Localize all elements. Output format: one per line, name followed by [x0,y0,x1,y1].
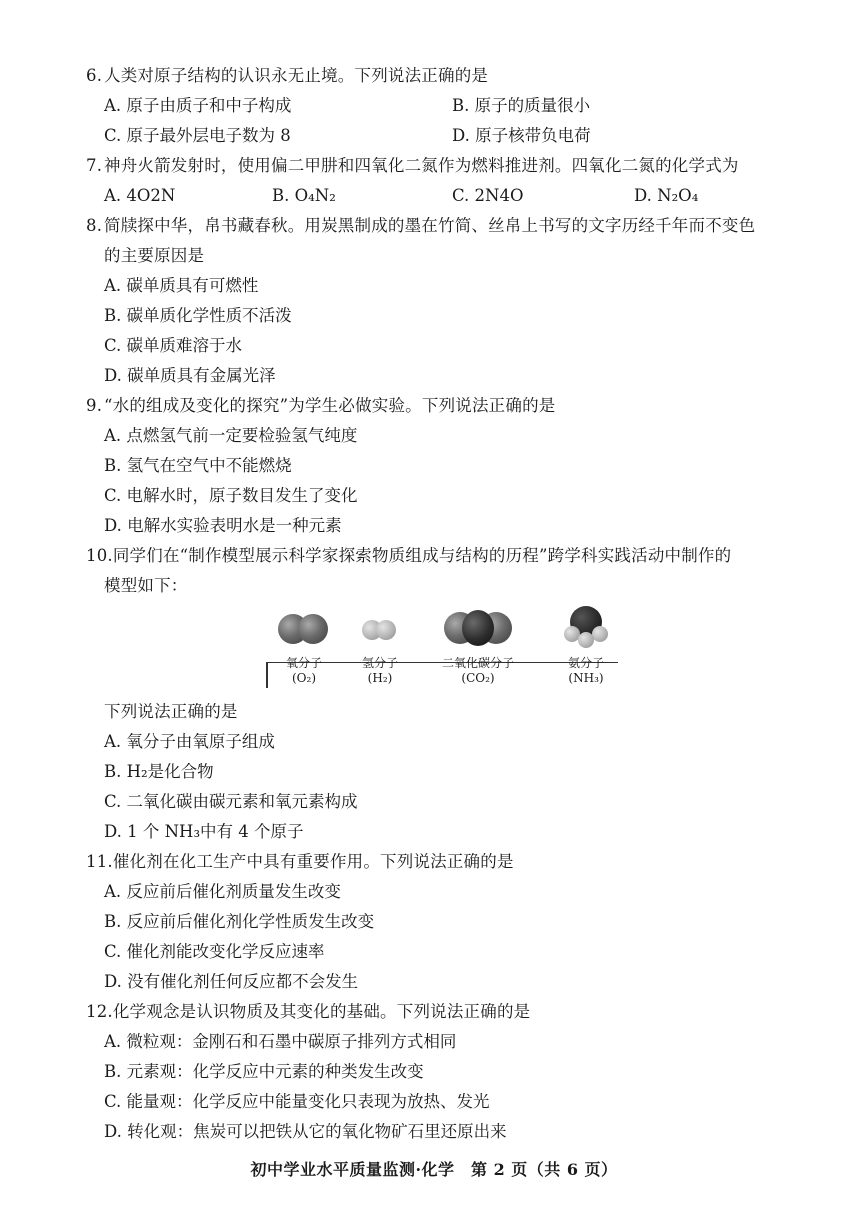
question-text: 同学们在“制作模型展示科学家探索物质组成与结构的历程”跨学科实践活动中制作的 [112,546,732,565]
question-11-option-b: B. 反应前后催化剂化学性质发生改变 [104,912,375,931]
question-8-stem-continued: 的主要原因是 [104,246,205,265]
question-text: 简牍探中华，帛书藏春秋。用炭黑制成的墨在竹简、丝帛上书写的文字历经千年而不变色 [104,216,756,235]
question-10-stem-continued: 模型如下： [104,576,188,595]
question-10-option-d: D. 1 个 NH₃中有 4 个原子 [104,822,304,841]
molecule-label-o2 [276,656,332,686]
molecule-label-h2 [352,656,408,686]
question-8-option-c: C. 碳单质难溶于水 [104,336,243,355]
molecule-label-co2 [434,656,522,686]
molecule-formula: (O₂) [291,671,316,685]
molecule-label-nh3 [558,656,614,686]
question-8-stem [86,214,755,238]
hydrogen-atom [578,632,594,648]
question-9-option-d: D. 电解水实验表明水是一种元素 [104,516,342,535]
question-6-stem [86,64,488,88]
question-number: 10. [86,546,113,565]
question-7-option-b: B. O₄N₂ [272,186,336,205]
question-6-option-d: D. 原子核带负电荷 [452,126,591,145]
molecule-name: 二氧化碳分子 [441,656,514,670]
question-9-stem [86,394,555,418]
question-10-option-a: A. 氧分子由氧原子组成 [104,732,275,751]
question-6-option-c: C. 原子最外层电子数为 8 [104,126,291,145]
question-9-option-c: C. 电解水时，原子数目发生了变化 [104,486,358,505]
page-footer: 初中学业水平质量监测·化学 第 2 页（共 6 页） [250,1160,618,1179]
question-12-stem [86,1000,530,1024]
hydrogen-atom [592,626,608,642]
question-11-option-d: D. 没有催化剂任何反应都不会发生 [104,972,359,991]
molecule-formula: (NH₃) [568,671,604,685]
question-number: 12. [86,1002,113,1021]
question-12-option-d: D. 转化观：焦炭可以把铁从它的氧化物矿石里还原出来 [104,1122,507,1141]
question-text: “水的组成及变化的探究”为学生必做实验。下列说法正确的是 [104,396,556,415]
question-number: 7. [86,156,103,175]
question-number: 9. [86,396,103,415]
question-8-option-d: D. 碳单质具有金属光泽 [104,366,276,385]
question-7-stem [86,154,739,178]
question-11-option-a: A. 反应前后催化剂质量发生改变 [104,882,341,901]
molecule-models-figure [262,600,642,694]
carbon-atom [462,610,494,646]
question-number: 11. [86,852,113,871]
question-9-option-b: B. 氢气在空气中不能燃烧 [104,456,292,475]
question-7-option-c: C. 2N4O [452,186,524,205]
question-12-option-c: C. 能量观：化学反应中能量变化只表现为放热、发光 [104,1092,490,1111]
molecule-name: 氨分子 [567,656,604,670]
molecule-formula: (H₂) [367,671,393,685]
question-10-option-c: C. 二氧化碳由碳元素和氧元素构成 [104,792,358,811]
question-12-option-a: A. 微粒观：金刚石和石墨中碳原子排列方式相同 [104,1032,457,1051]
question-text: 人类对原子结构的认识永无止境。下列说法正确的是 [104,66,489,85]
question-10-stem-after-figure: 下列说法正确的是 [104,702,238,721]
question-7-option-d: D. N₂O₄ [634,186,699,205]
molecule-formula: (CO₂) [461,671,495,685]
molecule-name: 氧分子 [285,656,322,670]
oxygen-atom [298,614,328,644]
question-8-option-a: A. 碳单质具有可燃性 [104,276,259,295]
question-11-stem [86,850,514,874]
molecule-name: 氢分子 [361,656,398,670]
question-10-option-b: B. H₂是化合物 [104,762,214,781]
question-11-option-c: C. 催化剂能改变化学反应速率 [104,942,325,961]
question-7-option-a: A. 4O2N [104,186,176,205]
question-text: 催化剂在化工生产中具有重要作用。下列说法正确的是 [112,852,514,871]
question-text: 神舟火箭发射时，使用偏二甲肼和四氧化二氮作为燃料推进剂。四氧化二氮的化学式为 [104,156,739,175]
question-8-option-b: B. 碳单质化学性质不活泼 [104,306,292,325]
question-6-option-a: A. 原子由质子和中子构成 [104,96,292,115]
question-6-option-b: B. 原子的质量很小 [452,96,591,115]
figure-base-tick [266,662,268,688]
question-number: 8. [86,216,103,235]
question-text: 化学观念是认识物质及其变化的基础。下列说法正确的是 [112,1002,531,1021]
question-10-stem [86,544,731,568]
question-12-option-b: B. 元素观：化学反应中元素的种类发生改变 [104,1062,424,1081]
question-9-option-a: A. 点燃氢气前一定要检验氢气纯度 [104,426,358,445]
question-number: 6. [86,66,103,85]
hydrogen-atom [376,620,396,640]
